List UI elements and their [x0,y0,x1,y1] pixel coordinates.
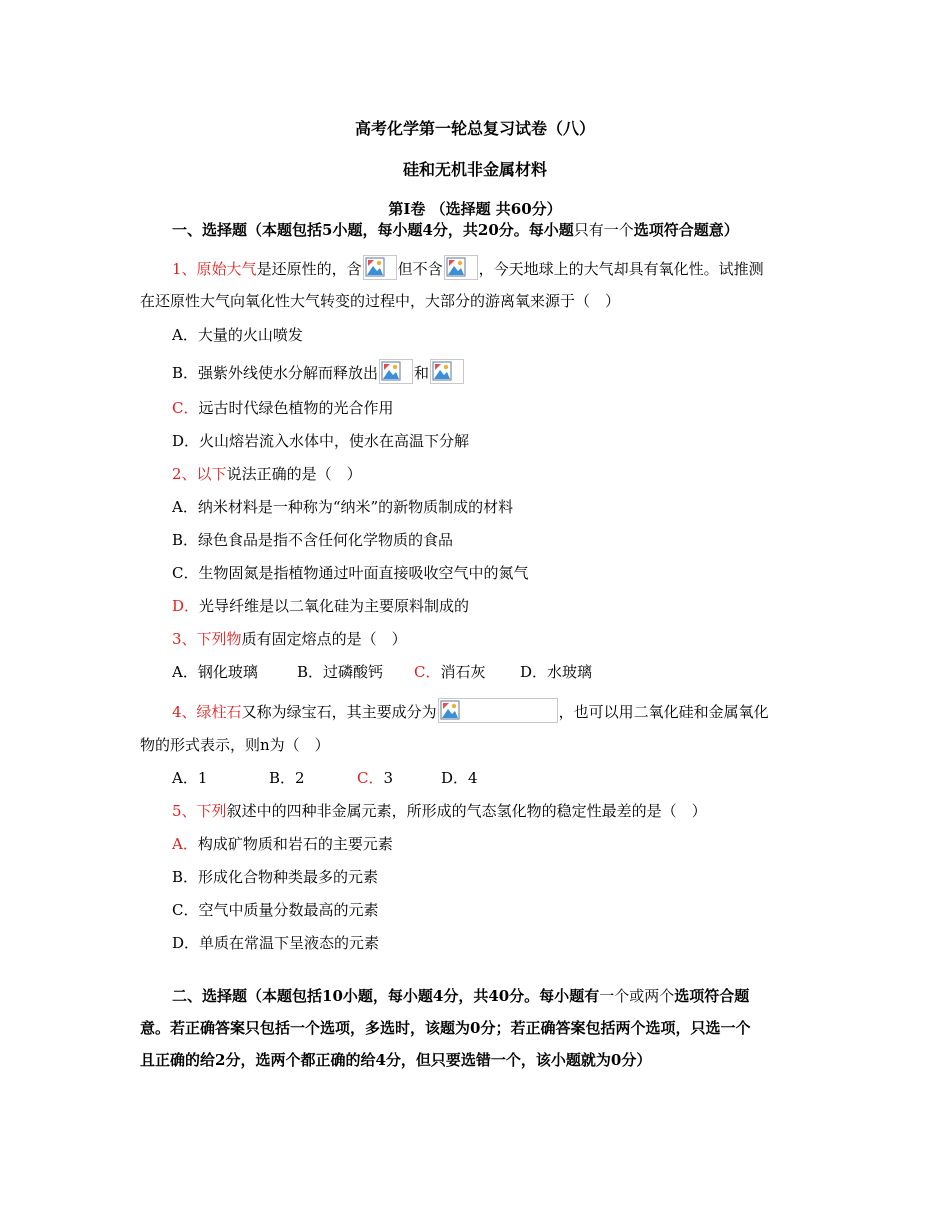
volume-heading: 第Ⅰ卷 （选择题 共60分） [388,200,562,218]
section1-header: 一、选择题（本题包括5小题，每小题4分，共20分。每小题只有一个选项符合题意） [172,221,739,239]
question-2-option-b: B．绿色食品是指不含任何化学物质的食品 [172,531,454,549]
broken-image-icon [444,255,478,280]
question-3-option-a: A．钢化玻璃 [172,663,258,681]
question-1-option-c: C．远古时代绿色植物的光合作用 [172,399,394,417]
question-2-option-c: C．生物固氮是指植物通过叶面直接吸收空气中的氮气 [172,564,529,582]
question-4-option-a: A．1 [172,769,208,787]
question-5-option-c: C．空气中质量分数最高的元素 [172,901,379,919]
broken-image-icon [363,255,397,280]
question-4-options [172,767,478,788]
question-3-option-b: B．过磷酸钙 [297,663,384,681]
question-1-option-d: D．火山熔岩流入水体中，使水在高温下分解 [172,432,470,450]
section2-header-line3: 且正确的给2分，选两个都正确的给4分，但只要选错一个，该小题就为0分） [140,1051,652,1069]
question-1-stem-cont: 在还原性大气向氧化性大气转变的过程中，大部分的游离氧来源于（ ） [140,292,621,310]
question-3-options [172,661,592,682]
question-5-option-a: A．构成矿物质和岩石的主要元素 [172,835,393,853]
question-4-option-b: B．2 [269,769,305,787]
question-5-stem: 5、下列叙述中的四种非金属元素，所形成的气态氢化物的稳定性最差的是（ ） [172,802,707,820]
question-4-stem-cont: 物的形式表示，则n为（ ） [140,736,330,754]
section2-header-line2: 意。若正确答案只包括一个选项，多选时，该题为0分；若正确答案包括两个选项，只选一个 [140,1019,751,1037]
page-title: 高考化学第一轮总复习试卷（八） [354,119,595,138]
question-1-option-b: B．强紫外线使水分解而释放出 和 [172,359,465,384]
question-4-stem: 4、绿柱石又称为绿宝石，其主要成分为 ，也可以用二氧化硅和金属氧化 [172,698,769,723]
question-4-option-d: D．4 [441,769,478,787]
question-5-option-d: D．单质在常温下呈液态的元素 [172,934,380,952]
question-2-option-a: A．纳米材料是一种称为“纳米”的新物质制成的材料 [172,498,514,516]
broken-image-icon [438,698,558,723]
question-3-option-c: C．消石灰 [414,663,486,681]
broken-image-icon [379,359,413,384]
question-4-option-c: C．3 [357,769,394,787]
question-1-stem: 1、原始大气是还原性的，含 但不含 ，今天地球上的大气却具有氧化性。试推测 [172,255,764,280]
question-3-stem: 3、下列物质有固定熔点的是（ ） [172,630,407,648]
question-3-option-d: D．水玻璃 [520,663,593,681]
question-2-stem: 2、以下说法正确的是（ ） [172,465,362,483]
question-2-option-d: D．光导纤维是以二氧化硅为主要原料制成的 [172,597,470,615]
page-subtitle: 硅和无机非金属材料 [402,160,547,179]
question-1-option-a: A．大量的火山喷发 [172,326,303,344]
section2-header-line1: 二、选择题（本题包括10小题，每小题4分，共40分。每小题有一个或两个选项符合题 [172,987,750,1005]
question-5-option-b: B．形成化合物种类最多的元素 [172,868,379,886]
broken-image-icon [430,359,464,384]
